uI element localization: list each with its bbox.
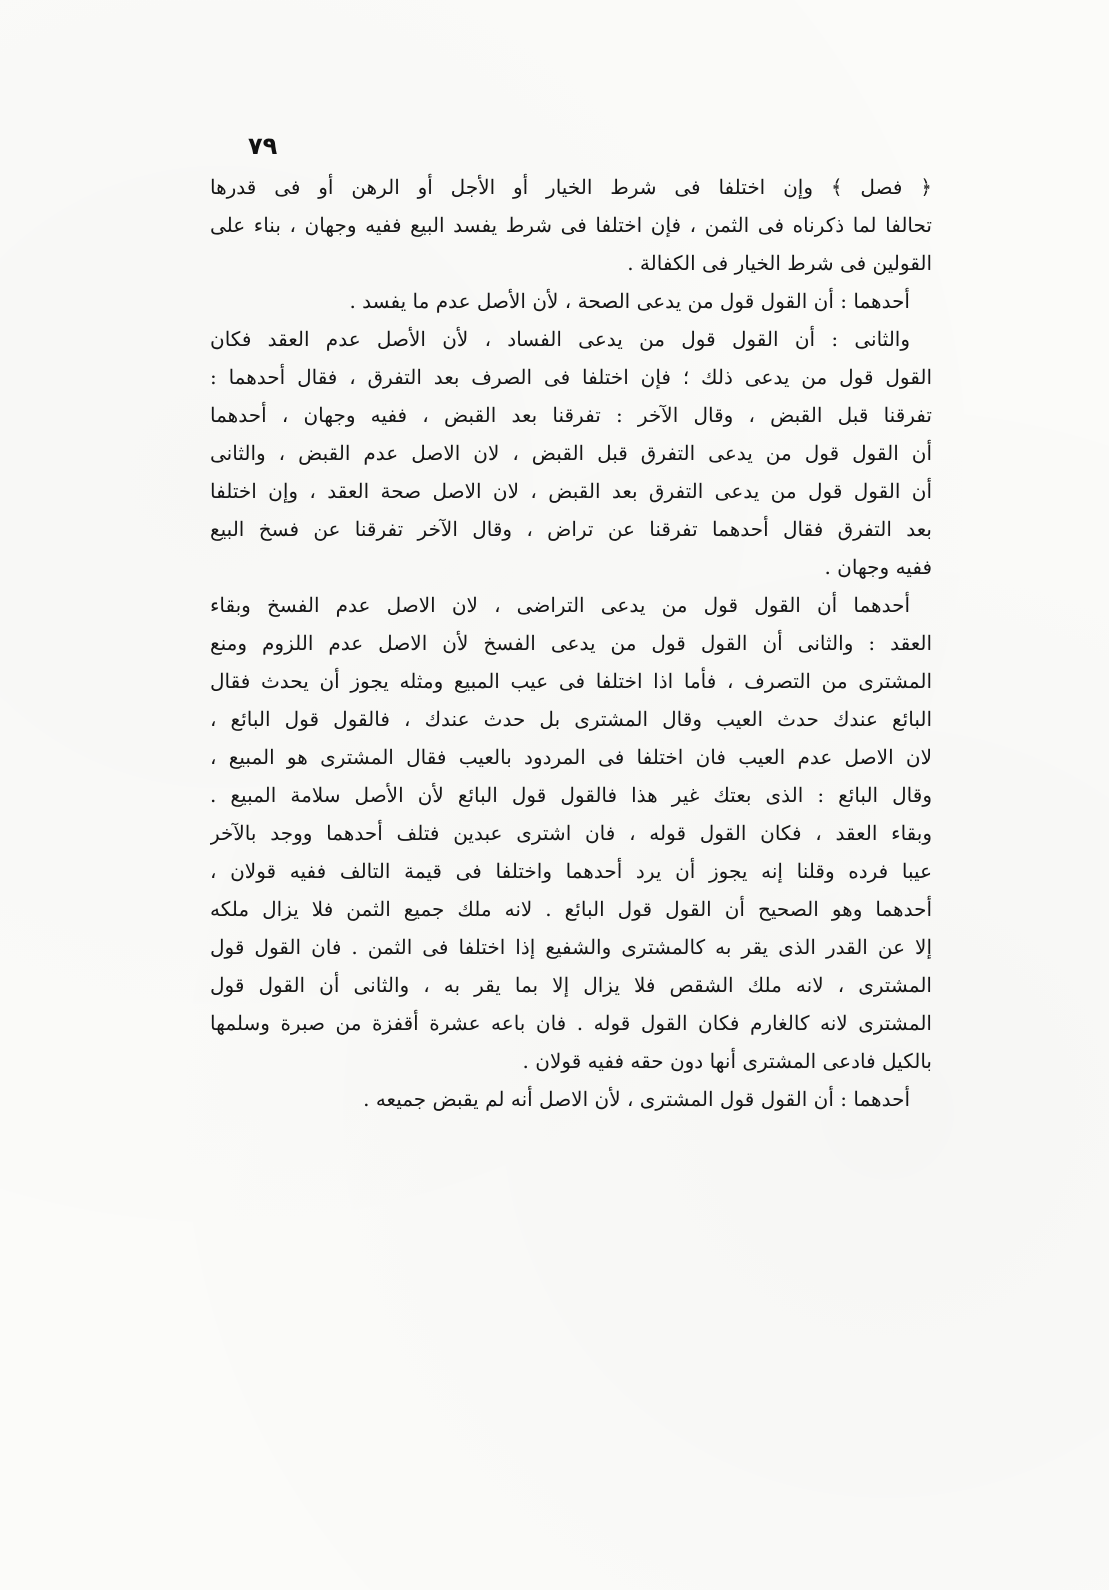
- text-line: عيبا فرده وقلنا إنه يجوز أن يرد أحدهما واختلفا فى قيمة التالف ففيه قولان ،: [210, 859, 932, 883]
- text-line: العقد : والثانى أن القول قول من يدعى الفسخ لأن الاصل عدم اللزوم ومنع: [210, 631, 932, 655]
- page-number: ٧٩: [248, 132, 278, 160]
- text-line: ففيه وجهان .: [824, 555, 932, 579]
- text-line: وقال البائع : الذى بعتك غير هذا فالقول قول البائع لأن الأصل سلامة المبيع .: [210, 783, 932, 807]
- text-line: تفرقنا قبل القبض ، وقال الآخر : تفرقنا بعد القبض ، ففيه وجهان ، أحدهما: [210, 403, 932, 427]
- text-line: بالكيل فادعى المشترى أنها دون حقه ففيه قولان .: [522, 1049, 932, 1073]
- text-line: القولين فى شرط الخيار فى الكفالة .: [627, 251, 932, 275]
- text-line: المشترى لانه كالغارم فكان القول قوله . فان باعه عشرة أقفزة من صبرة وسلمها: [210, 1011, 932, 1035]
- text-line: إلا عن القدر الذى يقر به كالمشترى والشفيع إذا اختلفا فى الثمن . فان القول قول: [210, 935, 932, 959]
- text-line: القول قول من يدعى ذلك ؛ فإن اختلفا فى الصرف بعد التفرق ، فقال أحدهما :: [210, 365, 932, 389]
- text-line: المشترى من التصرف ، فأما اذا اختلفا فى عيب المبيع ومثله يجوز أن يحدث فقال: [210, 669, 932, 693]
- text-line: أحدهما : أن القول قول المشترى ، لأن الاصل أنه لم يقبض جميعه .: [363, 1087, 910, 1111]
- text-line: وبقاء العقد ، فكان القول قوله ، فان اشترى عبدين فتلف أحدهما ووجد بالآخر: [210, 821, 932, 845]
- text-line: المشترى ، لانه ملك الشقص فلا يزال إلا بما يقر به ، والثانى أن القول قول: [210, 973, 932, 997]
- body-text: [210, 168, 932, 1118]
- text-line: لان الاصل عدم العيب فان اختلفا فى المردود بالعيب فقال المشترى هو المبيع ،: [210, 745, 932, 769]
- text-line: أن القول قول من يدعى التفرق قبل القبض ، لان الاصل عدم القبض ، والثانى: [210, 441, 932, 465]
- text-line: أن القول قول من يدعى التفرق بعد القبض ، لان الاصل صحة العقد ، وإن اختلفا: [210, 479, 932, 503]
- text-line: أحدهما وهو الصحيح أن القول قول البائع . لانه ملك جميع الثمن فلا يزال ملكه: [210, 897, 932, 921]
- text-line: بعد التفرق فقال أحدهما تفرقنا عن تراض ، وقال الآخر تفرقنا عن فسخ البيع: [210, 517, 932, 541]
- text-line: والثانى : أن القول قول من يدعى الفساد ، لأن الأصل عدم العقد فكان: [210, 327, 910, 351]
- text-line: البائع عندك حدث العيب وقال المشترى بل حدث عندك ، فالقول قول البائع ،: [210, 707, 932, 731]
- text-line: ﴿ فصل ﴾ وإن اختلفا فى شرط الخيار أو الأجل أو الرهن أو فى قدرها: [210, 175, 932, 199]
- text-line: أحدهما أن القول قول من يدعى التراضى ، لان الاصل عدم الفسخ وبقاء: [210, 593, 910, 617]
- text-line: تحالفا لما ذكرناه فى الثمن ، فإن اختلفا فى شرط يفسد البيع ففيه وجهان ، بناء على: [210, 213, 932, 237]
- text-line: أحدهما : أن القول قول من يدعى الصحة ، لأن الأصل عدم ما يفسد .: [349, 289, 910, 313]
